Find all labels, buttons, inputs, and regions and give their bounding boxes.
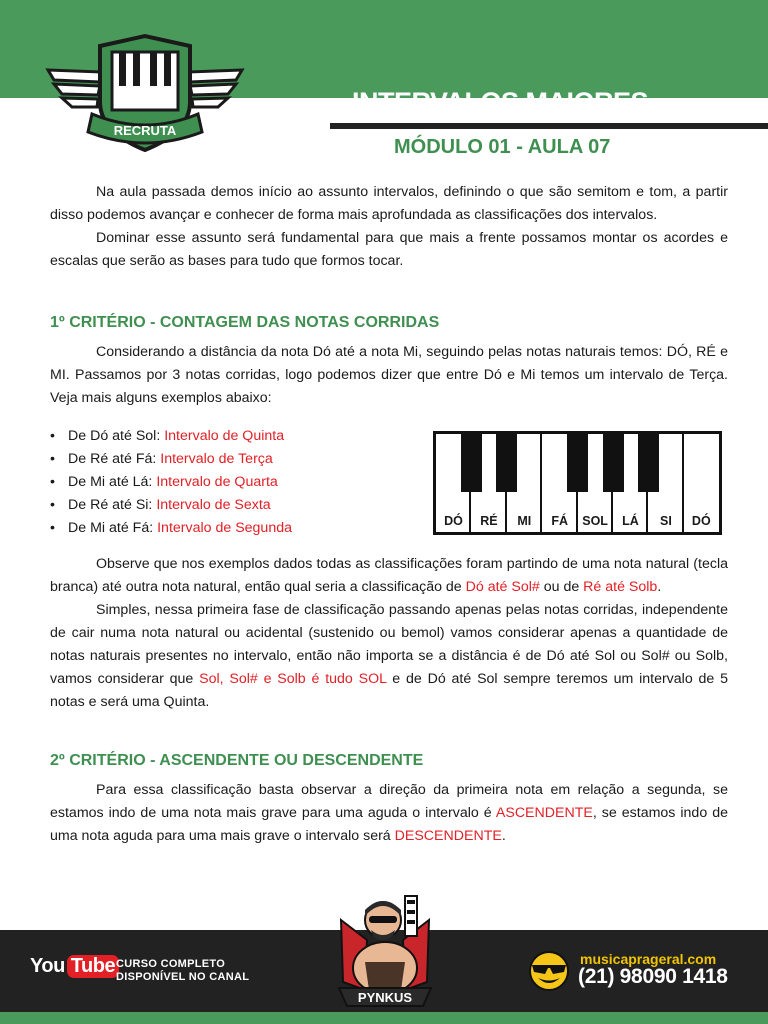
highlight-descendente: DESCENDENTE: [394, 828, 502, 844]
footer-stripe: [0, 1012, 768, 1024]
example-interval: Intervalo de Sexta: [156, 497, 271, 513]
course-line-2: DISPONÍVEL NO CANAL: [116, 971, 250, 983]
intro-paragraph-2: Dominar esse assunto será fundamental para que mais a frente possamos montar os acordes e escalas que serão as bases para tudo que formos tocar.: [50, 230, 728, 269]
section2-heading: 2º CRITÉRIO - ASCENDENTE OU DESCENDENTE: [50, 752, 424, 769]
black-key: [496, 434, 517, 492]
key-label: FÁ: [551, 514, 569, 528]
key-label: DÓ: [444, 514, 463, 528]
youtube-you: You: [30, 955, 65, 977]
youtube-logo[interactable]: [30, 955, 119, 978]
section1-heading: 1º CRITÉRIO - CONTAGEM DAS NOTAS CORRIDAS: [50, 314, 440, 331]
black-key: [603, 434, 624, 492]
recruta-logo: [40, 32, 250, 162]
highlight-re-sol-flat: Ré até Solb: [583, 579, 658, 595]
mascot-text: PYNKUS: [357, 990, 413, 1005]
list-item: [50, 471, 292, 494]
example-prefix: De Ré até Si:: [68, 497, 157, 513]
youtube-tube: Tube: [67, 955, 119, 978]
piano-keyboard: [433, 431, 722, 535]
section2-paragraph: Para essa classificação basta observar a direção da primeira nota em relação a segunda, se estamos indo de uma nota mais grave para uma aguda o intervalo é ASCENDENTE, se estamos indo de uma nota aguda para uma mais grave o intervalo será DESCENDENTE.: [50, 782, 728, 844]
highlight-do-sol-sharp: Dó até Sol#: [465, 579, 540, 595]
example-interval: Intervalo de Quarta: [156, 474, 278, 490]
section1-intro: [50, 341, 728, 410]
section1-paragraph-1: Considerando a distância da nota Dó até a nota Mi, seguindo pelas notas naturais temos: DÓ, RÉ e MI. Passamos por 3 notas corridas, logo podemos dizer que entre Dó e Mi temos um intervalo de Terça. Veja mais alguns exemplos abaixo:: [50, 344, 728, 406]
course-line-1: CURSO COMPLETO: [116, 958, 226, 970]
intro-section: [50, 181, 728, 273]
example-interval: Intervalo de Segunda: [157, 520, 292, 536]
section1-paragraph-3: Simples, nessa primeira fase de classificação passando apenas pelas notas corridas, independente de cair numa nota natural ou acidental (sustenido ou bemol) vamos considerar apenas a quantidade de notas naturais presentes no intervalo, então não importa se a distância é de Dó até Sol ou Sol# ou Solb, vamos considerar que Sol, Sol# e Solb é tudo SOL e de Dó até Sol sempre teremos um intervalo de 5 notas e será uma Quinta.: [50, 602, 728, 710]
example-prefix: De Mi até Fá:: [68, 520, 158, 536]
example-prefix: De Dó até Sol:: [68, 428, 165, 444]
page-title: INTERVALOS MAIORES: [352, 87, 649, 117]
section1-paragraph-2: Observe que nos exemplos dados todas as classificações foram partindo de uma nota natural (tecla branca) até outra nota natural, então qual seria a classificação de Dó até Sol# ou de Ré até Solb.: [50, 556, 728, 595]
section2-body: [50, 779, 728, 848]
intro-paragraph-1: Na aula passada demos início ao assunto intervalos, definindo o que são semitom e tom, a partir disso podemos avançar e conhecer de forma mais aprofundada as classificações dos intervalos.: [50, 184, 728, 223]
course-availability: [116, 958, 249, 984]
list-item: [50, 425, 292, 448]
list-item: [50, 448, 292, 471]
list-item: [50, 494, 292, 517]
key-label: MI: [517, 514, 532, 528]
logo-text: RECRUTA: [113, 123, 177, 138]
key-label: LÁ: [622, 514, 639, 528]
sunglasses-smiley-icon: [525, 950, 573, 992]
website-link[interactable]: musicaprageral.com: [580, 951, 717, 967]
example-interval: Intervalo de Quinta: [164, 428, 285, 444]
black-key: [567, 434, 588, 492]
black-key: [638, 434, 659, 492]
key-label: DÓ: [691, 514, 711, 528]
page-subtitle: MÓDULO 01 - AULA 07: [394, 136, 611, 158]
list-item: [50, 517, 292, 540]
highlight-sol-all: Sol, Sol# e Solb é tudo SOL: [199, 671, 387, 687]
key-label: SI: [659, 514, 672, 528]
interval-examples-list: [50, 425, 292, 540]
black-key: [461, 434, 482, 492]
example-prefix: De Ré até Fá:: [68, 451, 161, 467]
key-label: SOL: [582, 514, 608, 528]
section1-body: [50, 553, 728, 714]
phone-number: (21) 98090 1418: [578, 965, 728, 988]
example-interval: Intervalo de Terça: [160, 451, 273, 467]
example-prefix: De Mi até Lá:: [68, 474, 157, 490]
mascot-icon: [335, 890, 435, 1012]
key-label: RÉ: [480, 514, 498, 528]
highlight-ascendente: ASCENDENTE: [495, 805, 593, 821]
